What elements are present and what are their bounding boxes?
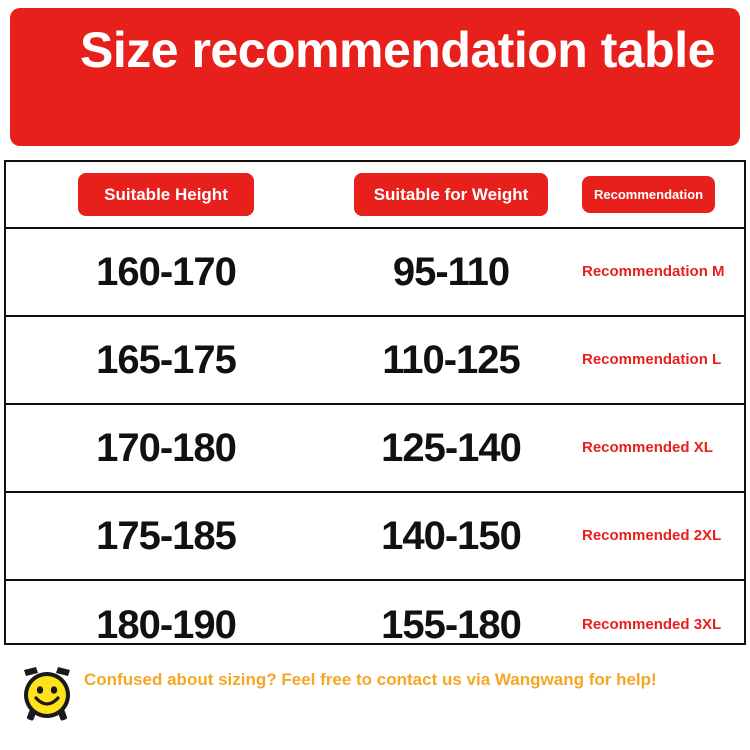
- cell-weight: 125-140: [381, 425, 521, 470]
- cell-height: 170-180: [96, 425, 236, 470]
- header-cell-height: [6, 173, 326, 216]
- header-pill-recommendation: Recommendation: [582, 176, 715, 213]
- footer-note-text: Confused about sizing? Feel free to contact us via Wangwang for help!: [84, 670, 657, 689]
- table-row: [6, 229, 744, 317]
- cell-recommendation: Recommended XL: [582, 438, 713, 456]
- cell-recommendation: Recommended 2XL: [582, 526, 722, 544]
- cell-recommendation: Recommendation M: [582, 262, 725, 280]
- table-header-row: [6, 162, 744, 229]
- cell-height: 165-175: [96, 337, 236, 382]
- cell-weight: 110-125: [382, 337, 520, 382]
- table-row: [6, 493, 744, 581]
- cell-recommendation: Recommendation L: [582, 350, 722, 368]
- size-table: [4, 160, 746, 645]
- cell-height: 180-190: [96, 602, 236, 647]
- cell-weight: 140-150: [381, 513, 521, 558]
- header-pill-weight: Suitable for Weight: [354, 173, 549, 216]
- header-cell-weight: [326, 173, 576, 216]
- table-row: [6, 405, 744, 493]
- title-banner: [10, 8, 740, 146]
- cell-recommendation: Recommended 3XL: [582, 615, 722, 633]
- cell-weight: 155-180: [381, 602, 521, 647]
- page-title: Size recommendation table: [80, 22, 715, 78]
- header-cell-recommendation: [576, 176, 744, 213]
- header-pill-height: Suitable Height: [78, 173, 254, 216]
- cell-weight: 95-110: [392, 249, 510, 294]
- cell-height: 175-185: [96, 513, 236, 558]
- cell-height: 160-170: [96, 249, 236, 294]
- alarm-clock-icon: [18, 664, 76, 722]
- footer-note: [4, 652, 746, 744]
- table-row: [6, 317, 744, 405]
